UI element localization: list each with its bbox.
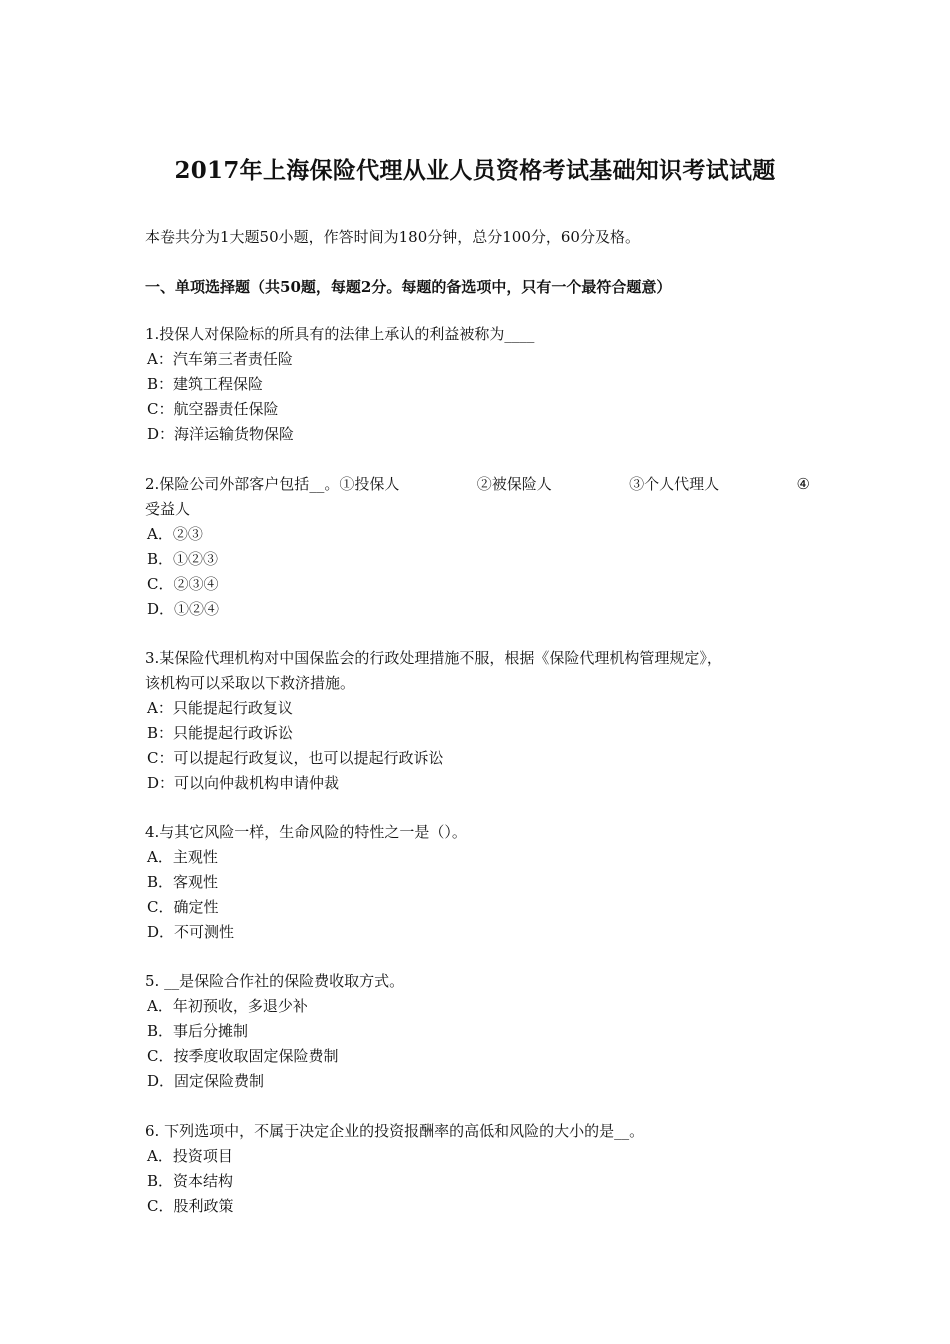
- option-d: D．不可测性: [147, 923, 235, 941]
- option-a: A：汽车第三者责任险: [147, 350, 293, 368]
- question-3: [145, 646, 810, 796]
- option-a: A．年初预收，多退少补: [147, 997, 308, 1015]
- option-d: D：可以向仲裁机构申请仲裁: [147, 774, 340, 792]
- option-a: A．投资项目: [147, 1147, 233, 1165]
- answer-blank: ____: [504, 325, 535, 343]
- option-b: B：建筑工程保险: [147, 375, 264, 393]
- option-c: C．确定性: [147, 898, 219, 916]
- option-b: B．资本结构: [147, 1172, 234, 1190]
- question-stem-line-2: 该机构可以采取以下救济措施。: [145, 674, 356, 692]
- question-stem-continued: 受益人: [145, 500, 191, 518]
- question-stem-part: 2.保险公司外部客户包括__。①投保人: [145, 475, 400, 493]
- option-b: B．客观性: [147, 873, 219, 891]
- option-b: B．①②③: [147, 550, 219, 568]
- question-stem-part: ④: [796, 475, 810, 493]
- section-heading: 一、单项选择题（共50题，每题2分。每题的备选项中，只有一个最符合题意）: [145, 278, 672, 296]
- question-stem-part: ③个人代理人: [629, 475, 720, 493]
- question-stem-part: ②被保险人: [476, 475, 552, 493]
- question-6: [145, 1119, 810, 1219]
- exam-intro: 本卷共分为1大题50小题，作答时间为180分钟，总分100分，60分及格。: [145, 228, 640, 246]
- document-title: 2017年上海保险代理从业人员资格考试基础知识考试试题: [174, 157, 776, 184]
- option-d: D．①②④: [147, 600, 220, 618]
- option-c: C．股利政策: [147, 1197, 234, 1215]
- question-stem: 5. __是保险合作社的保险费收取方式。: [145, 972, 405, 990]
- option-a: A．②③: [147, 525, 203, 543]
- question-2: [145, 472, 810, 622]
- option-c: C．②③④: [147, 575, 219, 593]
- question-stem: 4.与其它风险一样，生命风险的特性之一是（）。: [145, 823, 467, 841]
- question-4: [145, 820, 810, 945]
- question-stem: 6. 下列选项中，不属于决定企业的投资报酬率的高低和风险的大小的是__。: [145, 1122, 645, 1140]
- option-d: D．固定保险费制: [147, 1072, 265, 1090]
- option-c: C．按季度收取固定保险费制: [147, 1047, 339, 1065]
- option-d: D：海洋运输货物保险: [147, 425, 295, 443]
- question-stem: [145, 322, 810, 347]
- option-a: A．主观性: [147, 848, 218, 866]
- option-b: B：只能提起行政诉讼: [147, 724, 294, 742]
- option-b: B．事后分摊制: [147, 1022, 249, 1040]
- option-c: C：航空器责任保险: [147, 400, 279, 418]
- question-stem-line-1: 3.某保险代理机构对中国保监会的行政处理措施不服，根据《保险代理机构管理规定》，: [145, 649, 722, 667]
- question-stem: [145, 472, 810, 497]
- question-stem-text: 1.投保人对保险标的所具有的法律上承认的利益被称为: [145, 325, 505, 343]
- question-1: [145, 322, 810, 447]
- question-5: [145, 969, 810, 1094]
- option-c: C：可以提起行政复议，也可以提起行政诉讼: [147, 749, 444, 767]
- option-a: A：只能提起行政复议: [147, 699, 293, 717]
